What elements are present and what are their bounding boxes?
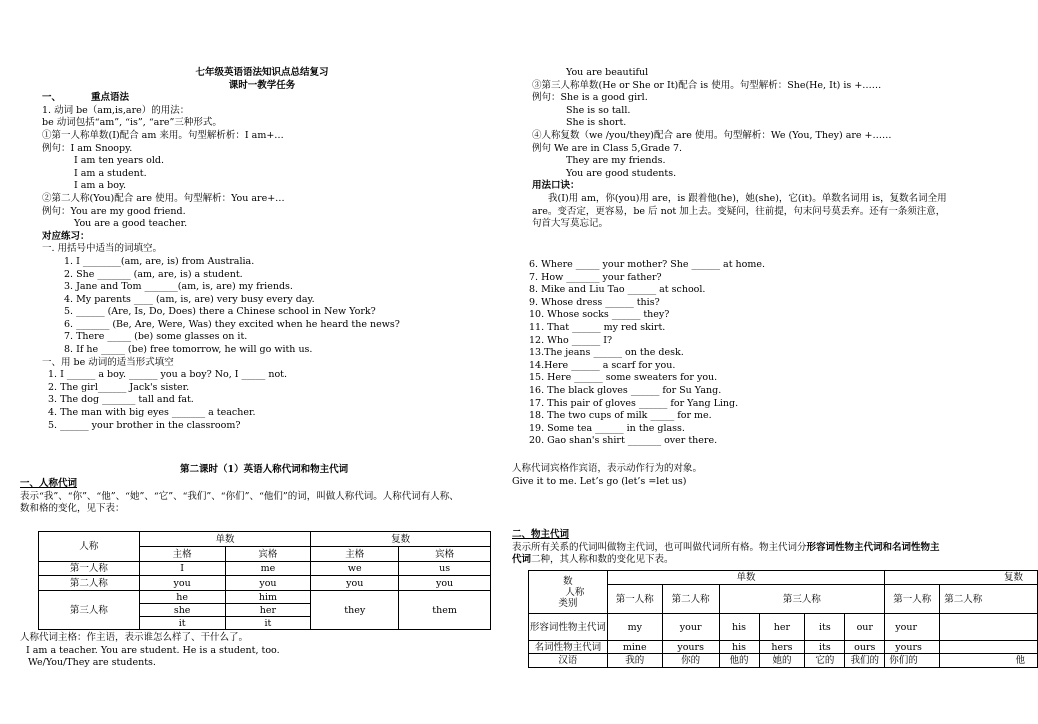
header-second-plural: 第二人称 <box>940 585 1038 614</box>
right-exercises <box>529 259 999 448</box>
desc-line: 表示所有关系的代词叫做物主代词，也可叫做代词所有格。物主代词分形容词性物主代词和名词性物主 <box>512 541 940 553</box>
header-subj: 主格 <box>311 547 399 562</box>
table-cell: mine <box>607 641 662 654</box>
grammar-line: 例句 We are in Class 5,Grade 7. <box>532 142 683 154</box>
doc-title: 七年级英语语法知识点总结复习 <box>195 67 329 78</box>
grammar-line: I am a boy. <box>74 180 127 192</box>
grammar-line: I am ten years old. <box>74 155 164 167</box>
exercise-item: 13.The jeans ______ on the desk. <box>529 347 684 359</box>
table-cell: it <box>139 617 225 630</box>
tip-line: 我(I)用 am，你(you)用 are，is 跟着他(he)，她(she)，它(it)。单数名词用 is，复数名词全用 <box>548 192 947 204</box>
example-line: Give it to me. Let’s go (let’s =let us) <box>512 475 687 487</box>
desc-line: 数和格的变化，见下表： <box>20 503 125 515</box>
exercise-item: 6. _______ (Be, Are, Were, Was) they excited when he heard the news? <box>64 318 400 330</box>
table-cell: 他 <box>940 654 1038 668</box>
table-cell: her <box>225 604 311 617</box>
subject-notes <box>20 632 510 670</box>
table-cell: yours <box>885 641 940 654</box>
header-second: 第二人称 <box>662 585 719 614</box>
exercise-item: 6. Where _____ your mother? She ______ at home. <box>529 259 766 270</box>
table-cell: 我们的 <box>845 654 885 668</box>
table-cell: you <box>399 576 491 591</box>
exercise-title: 一、用 be 动词的适当形式填空 <box>42 356 174 368</box>
left-top-section <box>42 67 482 432</box>
row-label: 汉语 <box>529 654 608 668</box>
header-singular: 单数 <box>139 532 311 547</box>
row-label: 第一人称 <box>39 562 140 576</box>
exercise-item: 16. The black gloves ______ for Su Yang. <box>529 384 722 396</box>
table-cell: they <box>311 591 399 630</box>
exercise-item: 11. That ______ my red skirt. <box>529 321 666 333</box>
exercise-item: 12. Who ______ I? <box>529 334 613 346</box>
table-cell: your <box>885 614 940 641</box>
table-cell: them <box>399 591 491 630</box>
header-singular: 单数 <box>607 571 884 585</box>
header-person: 人称 <box>39 532 140 562</box>
table-cell: his <box>719 641 759 654</box>
table-cell: our <box>845 614 885 641</box>
exercise-item: 5. ______ your brother in the classroom? <box>48 419 241 431</box>
header-third: 第三人称 <box>719 585 885 614</box>
possessive-section <box>512 529 1012 567</box>
section-heading: 一、 重点语法 <box>42 92 130 104</box>
doc-subtitle: 课时一教学任务 <box>228 79 296 91</box>
exercise-item: 3. The dog _______ tall and fat. <box>48 394 194 406</box>
grammar-line: They are my friends. <box>566 155 666 167</box>
tip-line: are。变否定，更容易，be 后 not 加上去。变疑问，往前提，句末问号莫丢弃。还有一条须注意， <box>532 205 946 217</box>
table-cell: 它的 <box>805 654 845 668</box>
table-cell: its <box>805 614 845 641</box>
table-cell: her <box>759 614 805 641</box>
personal-pronoun-table <box>38 531 491 630</box>
desc-line: 代词二种，其人称和数的变化见下表。 <box>512 554 674 566</box>
example-line: I am a teacher. You are student. He is a student, too. <box>26 644 280 656</box>
section-heading: 二、物主代词 <box>512 529 570 540</box>
grammar-line: You are good students. <box>566 167 677 179</box>
tip-line: 句首大写莫忘记。 <box>532 218 609 230</box>
grammar-line: ④人称复数（we /you/they)配合 are 使用。句型解析：We (You, They) are +…… <box>532 129 892 141</box>
exercise-item: 18. The two cups of milk _____ for me. <box>529 410 712 422</box>
header-plural: 复数 <box>885 571 1038 585</box>
row-label: 名词性物主代词 <box>529 641 608 654</box>
exercise-item: 4. My parents ____ (am, is, are) very busy every day. <box>64 293 315 305</box>
exercise-item: 14.Here ______ a scarf for you. <box>529 359 676 371</box>
grammar-line: ①第一人称单数(I)配合 am 来用。句型解析析：I am+… <box>42 129 284 141</box>
header-first-plural: 第一人称 <box>885 585 940 614</box>
exercise-title: 一. 用括号中适当的词填空。 <box>42 243 163 255</box>
table-cell: you <box>139 576 225 591</box>
exercise-item: 19. Some tea ______ in the glass. <box>529 422 685 434</box>
tip-title: 用法口诀： <box>532 180 580 192</box>
exercise-item: 2. The girl______ Jack's sister. <box>48 381 190 393</box>
grammar-line: She is short. <box>566 117 627 129</box>
grammar-line: You are beautiful <box>566 67 649 78</box>
desc-line: 人称代词宾格作宾语，表示动作行为的对象。 <box>512 463 703 474</box>
exercise-item: 20. Gao shan's shirt _______ over there. <box>529 435 718 447</box>
desc-line: 表示“我”、“你”、“他”、“她”、“它”、“我们”、“你们”、“他们”的词，叫做人称代词。人称代词有人称、 <box>20 490 459 502</box>
header-obj: 宾格 <box>225 547 311 562</box>
table-cell: your <box>662 614 719 641</box>
table-cell: 你们的 <box>885 654 940 668</box>
exercise-item: 10. Whose socks ______ they? <box>529 309 670 321</box>
exercise-item: 7. There _____ (be) some glasses on it. <box>64 331 248 343</box>
table-cell: it <box>225 617 311 630</box>
table-cell: its <box>805 641 845 654</box>
table-cell: us <box>399 562 491 576</box>
header-corner: 数 人称 类别 <box>529 571 608 614</box>
table-cell: yours <box>662 641 719 654</box>
grammar-line: ②第二人称(You)配合 are 使用。句型解析：You are+… <box>42 192 285 204</box>
exercise-item: 7. How _______ your father? <box>529 271 662 283</box>
table-cell: she <box>139 604 225 617</box>
pronoun-section <box>20 478 510 516</box>
exercise-item: 9. Whose dress ______ this? <box>529 296 660 308</box>
section-heading: 一、人称代词 <box>20 478 78 489</box>
row-label: 第三人称 <box>39 591 140 630</box>
row-label: 形容词性物主代词 <box>529 614 608 641</box>
table-cell: 他的 <box>719 654 759 668</box>
table-cell: his <box>719 614 759 641</box>
table-cell: me <box>225 562 311 576</box>
object-notes <box>512 463 1012 488</box>
table-cell: hers <box>759 641 805 654</box>
grammar-line: 例句：I am Snoopy. <box>42 142 133 154</box>
lesson2-title: 第二课时（1）英语人称代词和物主代词 <box>180 464 349 475</box>
practice-title: 对应练习： <box>42 230 90 242</box>
exercise-item: 15. Here ______ some sweaters for you. <box>529 372 718 384</box>
grammar-line: I am a student. <box>74 167 147 179</box>
exercise-item: 1. I ______ a boy. ______ you a boy? No, I _____ not. <box>48 369 288 381</box>
exercise-item: 2. She _______ (am, are, is) a student. <box>64 268 243 280</box>
grammar-line: 1. 动词 be（am,is,are）的用法： <box>42 104 190 116</box>
table-cell: him <box>225 591 311 604</box>
table-cell: 我的 <box>607 654 662 668</box>
table-cell: we <box>311 562 399 576</box>
table-cell: you <box>225 576 311 591</box>
exercise-item: 8. If he _____ (be) free tomorrow, he will go with us. <box>64 344 313 356</box>
grammar-line: ③第三人称单数(He or She or It)配合 is 使用。句型解析：She(He, It) is +…… <box>532 79 882 91</box>
exercise-item: 5. ______ (Are, Is, Do, Does) there a Chinese school in New York? <box>64 306 376 318</box>
grammar-line: 例句：You are my good friend. <box>42 205 186 217</box>
grammar-line: You are a good teacher. <box>74 218 188 230</box>
grammar-line: She is so tall. <box>566 104 631 116</box>
exercise-item: 3. Jane and Tom _______(am, is, are) my friends. <box>64 281 293 293</box>
table-cell <box>940 614 1038 641</box>
table-cell: you <box>311 576 399 591</box>
table-cell: ours <box>845 641 885 654</box>
exercise-item: 17. This pair of gloves ______ for Yang Ling. <box>529 397 739 409</box>
grammar-line: 例句：She is a good girl. <box>532 92 648 104</box>
exercise-item: 4. The man with big eyes _______ a teacher. <box>48 407 256 419</box>
header-first: 第一人称 <box>607 585 662 614</box>
exercise-item: 8. Mike and Liu Tao ______ at school. <box>529 284 706 296</box>
table-cell: he <box>139 591 225 604</box>
header-obj: 宾格 <box>399 547 491 562</box>
header-subj: 主格 <box>139 547 225 562</box>
desc-line: 人称代词主格：作主语，表示谁怎么样了、干什么了。 <box>20 632 249 643</box>
table-cell <box>940 641 1038 654</box>
right-top-section <box>532 67 1002 231</box>
table-cell: 你的 <box>662 654 719 668</box>
header-plural: 复数 <box>311 532 491 547</box>
exercise-item: 1. I ________(am, are, is) from Australia. <box>64 255 255 267</box>
row-label: 第二人称 <box>39 576 140 591</box>
example-line: We/You/They are students. <box>28 657 156 669</box>
table-cell: I <box>139 562 225 576</box>
table-cell: 她的 <box>759 654 805 668</box>
possessive-pronoun-table <box>528 570 1038 668</box>
table-cell: my <box>607 614 662 641</box>
grammar-line: be 动词包括“am”, “is”, “are”三种形式。 <box>42 117 222 129</box>
